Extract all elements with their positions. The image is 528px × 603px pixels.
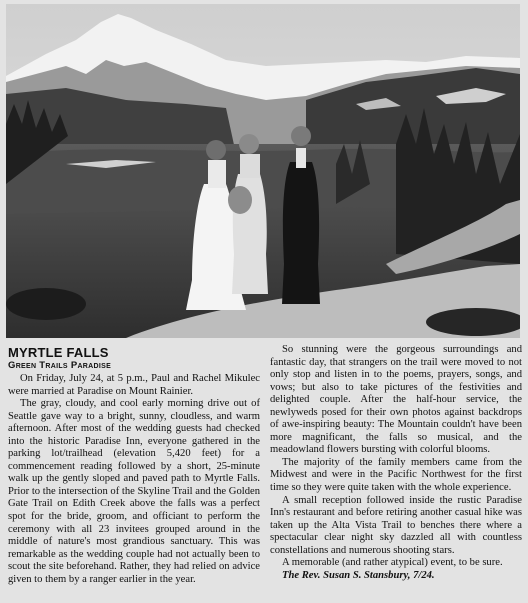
- article-right-column: [270, 344, 522, 582]
- wedding-photo: [6, 4, 520, 338]
- article-headline: MYRTLE FALLS: [8, 345, 109, 360]
- article-signature: The Rev. Susan S. Stansbury, 7/24.: [282, 569, 435, 581]
- wedding-photo-image: [6, 4, 520, 338]
- article-paragraph: On Friday, July 24, at 5 p.m., Paul and Rachel Mikulec were married at Paradise on Mount Rainier.: [8, 373, 260, 397]
- article-paragraph: The majority of the family members came from the Midwest and were in the Pacific Northwest for the first time so they were quite taken with the whole experience.: [270, 456, 522, 494]
- article-paragraph: A memorable (and rather atypical) event, to be sure.: [282, 557, 503, 569]
- article-paragraph: A small reception followed inside the rustic Paradise Inn's restaurant and before retiring another casual hike was taken up the Alta Vista Trail to benches there where a spectacular clear night sky dazzled all with countless constellations and numerous shooting stars.: [270, 494, 522, 556]
- article-subhead: Green Trails Paradise: [8, 360, 112, 371]
- article-paragraph: So stunning were the gorgeous surroundings and fantastic day, that strangers on the trail were moved to not only stop and listen in to the poems, prayers, songs, and vows; but also to take pictures of the festivities and delighted couple. After the half-hour service, the newlyweds posed for their own photos against backdrops of awe-inspiring beauty: The Mountain couldn't have been more magnificant, the falls so musical, and the meadowland flowers bursting with colorful blooms.: [270, 344, 522, 456]
- article-left-column: [8, 344, 260, 586]
- article-paragraph: The gray, cloudy, and cool early morning drive out of Seattle gave way to a bright, sunny, cloudless, and warm afternoon. After most of the wedding guests had checked into the historic Paradise Inn, everyone gathered in the parking lot/trailhead (elevation 5,420 feet) for a commencement reading followed by a short, 25-minute walk up the gently sloped and paved path to Myrtle Falls. Prior to the intersection of the Skyline Trail and the Golden Gate Trail on Edith Creek above the falls was a perfect spot for the bride, groom, and officiant to perform the ceremony with all 23 invitees grouped around in the middle of nature's most grandious sanctuary. This was remarkable as the wedding couple had not actually been to scout the site beforehand. Rather, they had relied on advice given to them by a ranger earlier in the year.: [8, 398, 260, 585]
